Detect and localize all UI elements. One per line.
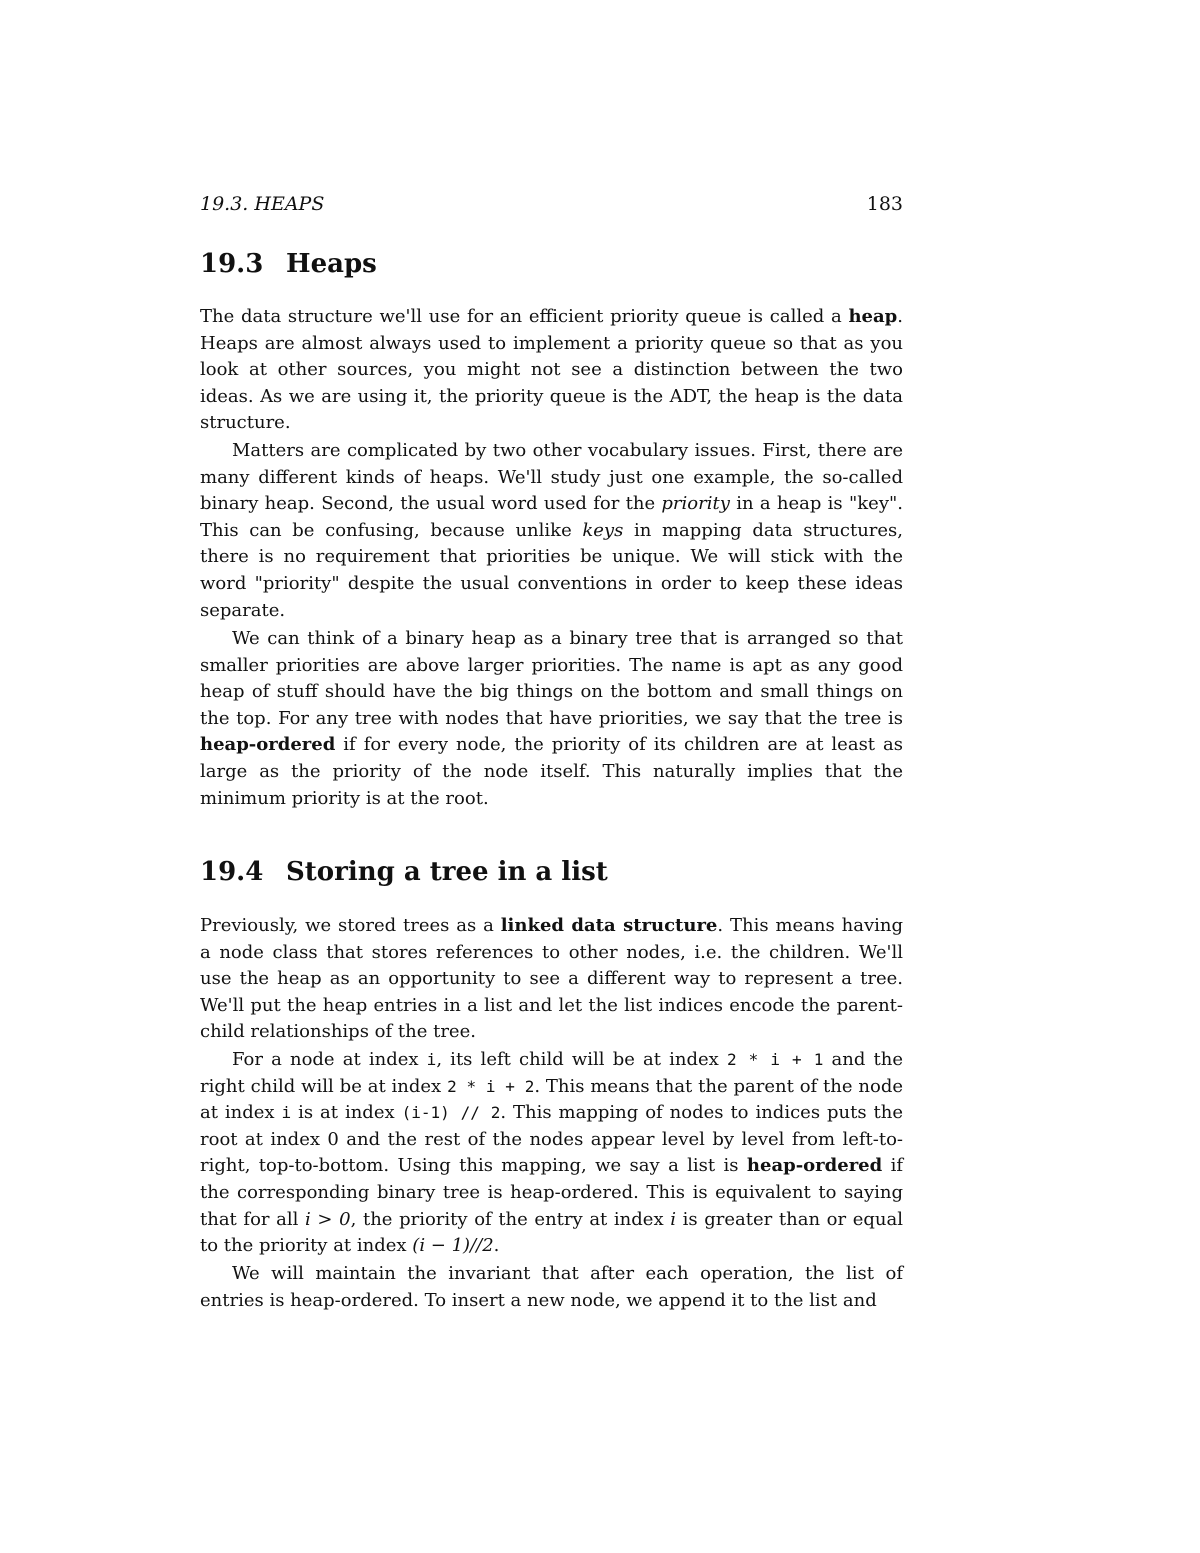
paragraph-vocabulary	[200, 438, 903, 624]
text-run: Previously, we stored trees as a	[200, 915, 501, 936]
text-run: .	[493, 1235, 500, 1257]
running-title: 19.3. HEAPS	[200, 193, 325, 215]
code-i: i	[426, 1050, 437, 1069]
paragraph-invariant	[200, 1261, 903, 1314]
text-run: . Heaps are almost always used to implement a priority queue so that as you look at other sources, you might not see a distinction between the two ideas. As we are using it, the priority queue is the ADT, the heap is the data structure.	[200, 306, 903, 434]
section-number: 19.3	[200, 249, 264, 279]
paragraph-heap-ordered	[200, 626, 903, 812]
paragraph-heap-definition	[200, 304, 903, 437]
text-run: . This means that the parent of the node at index	[200, 1075, 903, 1124]
text-run: We will maintain the invariant that after each operation, the list of entries is heap-ordered. To insert a new node, we append it to the list and	[200, 1263, 903, 1311]
section-title: Storing a tree in a list	[286, 857, 608, 887]
section-heading-storing-tree	[200, 856, 903, 888]
text-run: if for every node, the priority of its children are at least as large as the priority of the node itself. This naturally implies that the minimum priority is at the root.	[200, 734, 903, 809]
paragraph-index-mapping	[200, 1047, 903, 1260]
section-title: Heaps	[286, 249, 377, 279]
text-run: The data structure we'll use for an efficient priority queue is called a	[200, 306, 849, 327]
text-run: For a node at index	[232, 1049, 427, 1070]
math-i: i	[670, 1208, 676, 1230]
code-right-child: 2 * i + 2	[447, 1076, 535, 1096]
term-linked-data-structure: linked data structure	[500, 915, 718, 936]
text-run: We can think of a binary heap as a binary tree that is arranged so that smaller priorities are above larger priorities. The name is apt as any good heap of stuff should have the big things on the bottom and small things on the top. For any tree with nodes that have priorities, we say that the tree is	[200, 628, 903, 729]
text-run: is greater than or equal to the priority at index	[200, 1208, 904, 1257]
term-heap: heap	[848, 306, 898, 327]
math-parent-index: (i − 1)//2	[412, 1235, 494, 1257]
paragraph-linked-structure	[200, 913, 903, 1046]
text-run: Matters are complicated by two other vocabulary issues. First, there are many different kinds of heaps. We'll study just one example, the so-called binary heap. Second, the usual word used for the	[200, 440, 903, 515]
text-run: is at index	[291, 1102, 402, 1124]
math-i-gt-0: i > 0	[305, 1208, 351, 1230]
term-heap-ordered: heap-ordered	[746, 1155, 883, 1177]
code-i: i	[281, 1103, 292, 1123]
text-run: . This means having a node class that stores references to other nodes, i.e. the children. We'll use the heap as an opportunity to see a different way to represent a tree. We'll put the heap entries in a list and let the list indices encode the parent-child relationships of the tree.	[200, 915, 903, 1043]
text-run: , its left child will be at index	[436, 1049, 727, 1070]
text-run: if the corresponding binary tree is heap-ordered. This is equivalent to saying that for all	[200, 1155, 904, 1230]
text-run: in a heap is "key". This can be confusing, because unlike	[200, 493, 903, 541]
emphasis-keys: keys	[582, 519, 624, 541]
section-number: 19.4	[200, 857, 264, 887]
text-run: . This mapping of nodes to indices puts the root at index 0 and the rest of the nodes appear level by level from left-to-right, top-to-bottom. Using this mapping, we say a list is	[200, 1102, 903, 1177]
text-run: and the right child will be at index	[200, 1049, 903, 1097]
text-run: in mapping data structures, there is no requirement that priorities be unique. We will stick with the word "priority" despite the usual conventions in order to keep these ideas separate.	[200, 519, 904, 621]
section-heading-heaps	[200, 248, 903, 280]
term-heap-ordered: heap-ordered	[200, 734, 336, 756]
text-run: , the priority of the entry at index	[350, 1208, 671, 1230]
emphasis-priority: priority	[661, 493, 730, 515]
code-parent: (i-1) // 2	[401, 1103, 501, 1123]
code-left-child: 2 * i + 1	[726, 1050, 824, 1069]
page-number: 183	[866, 193, 903, 215]
